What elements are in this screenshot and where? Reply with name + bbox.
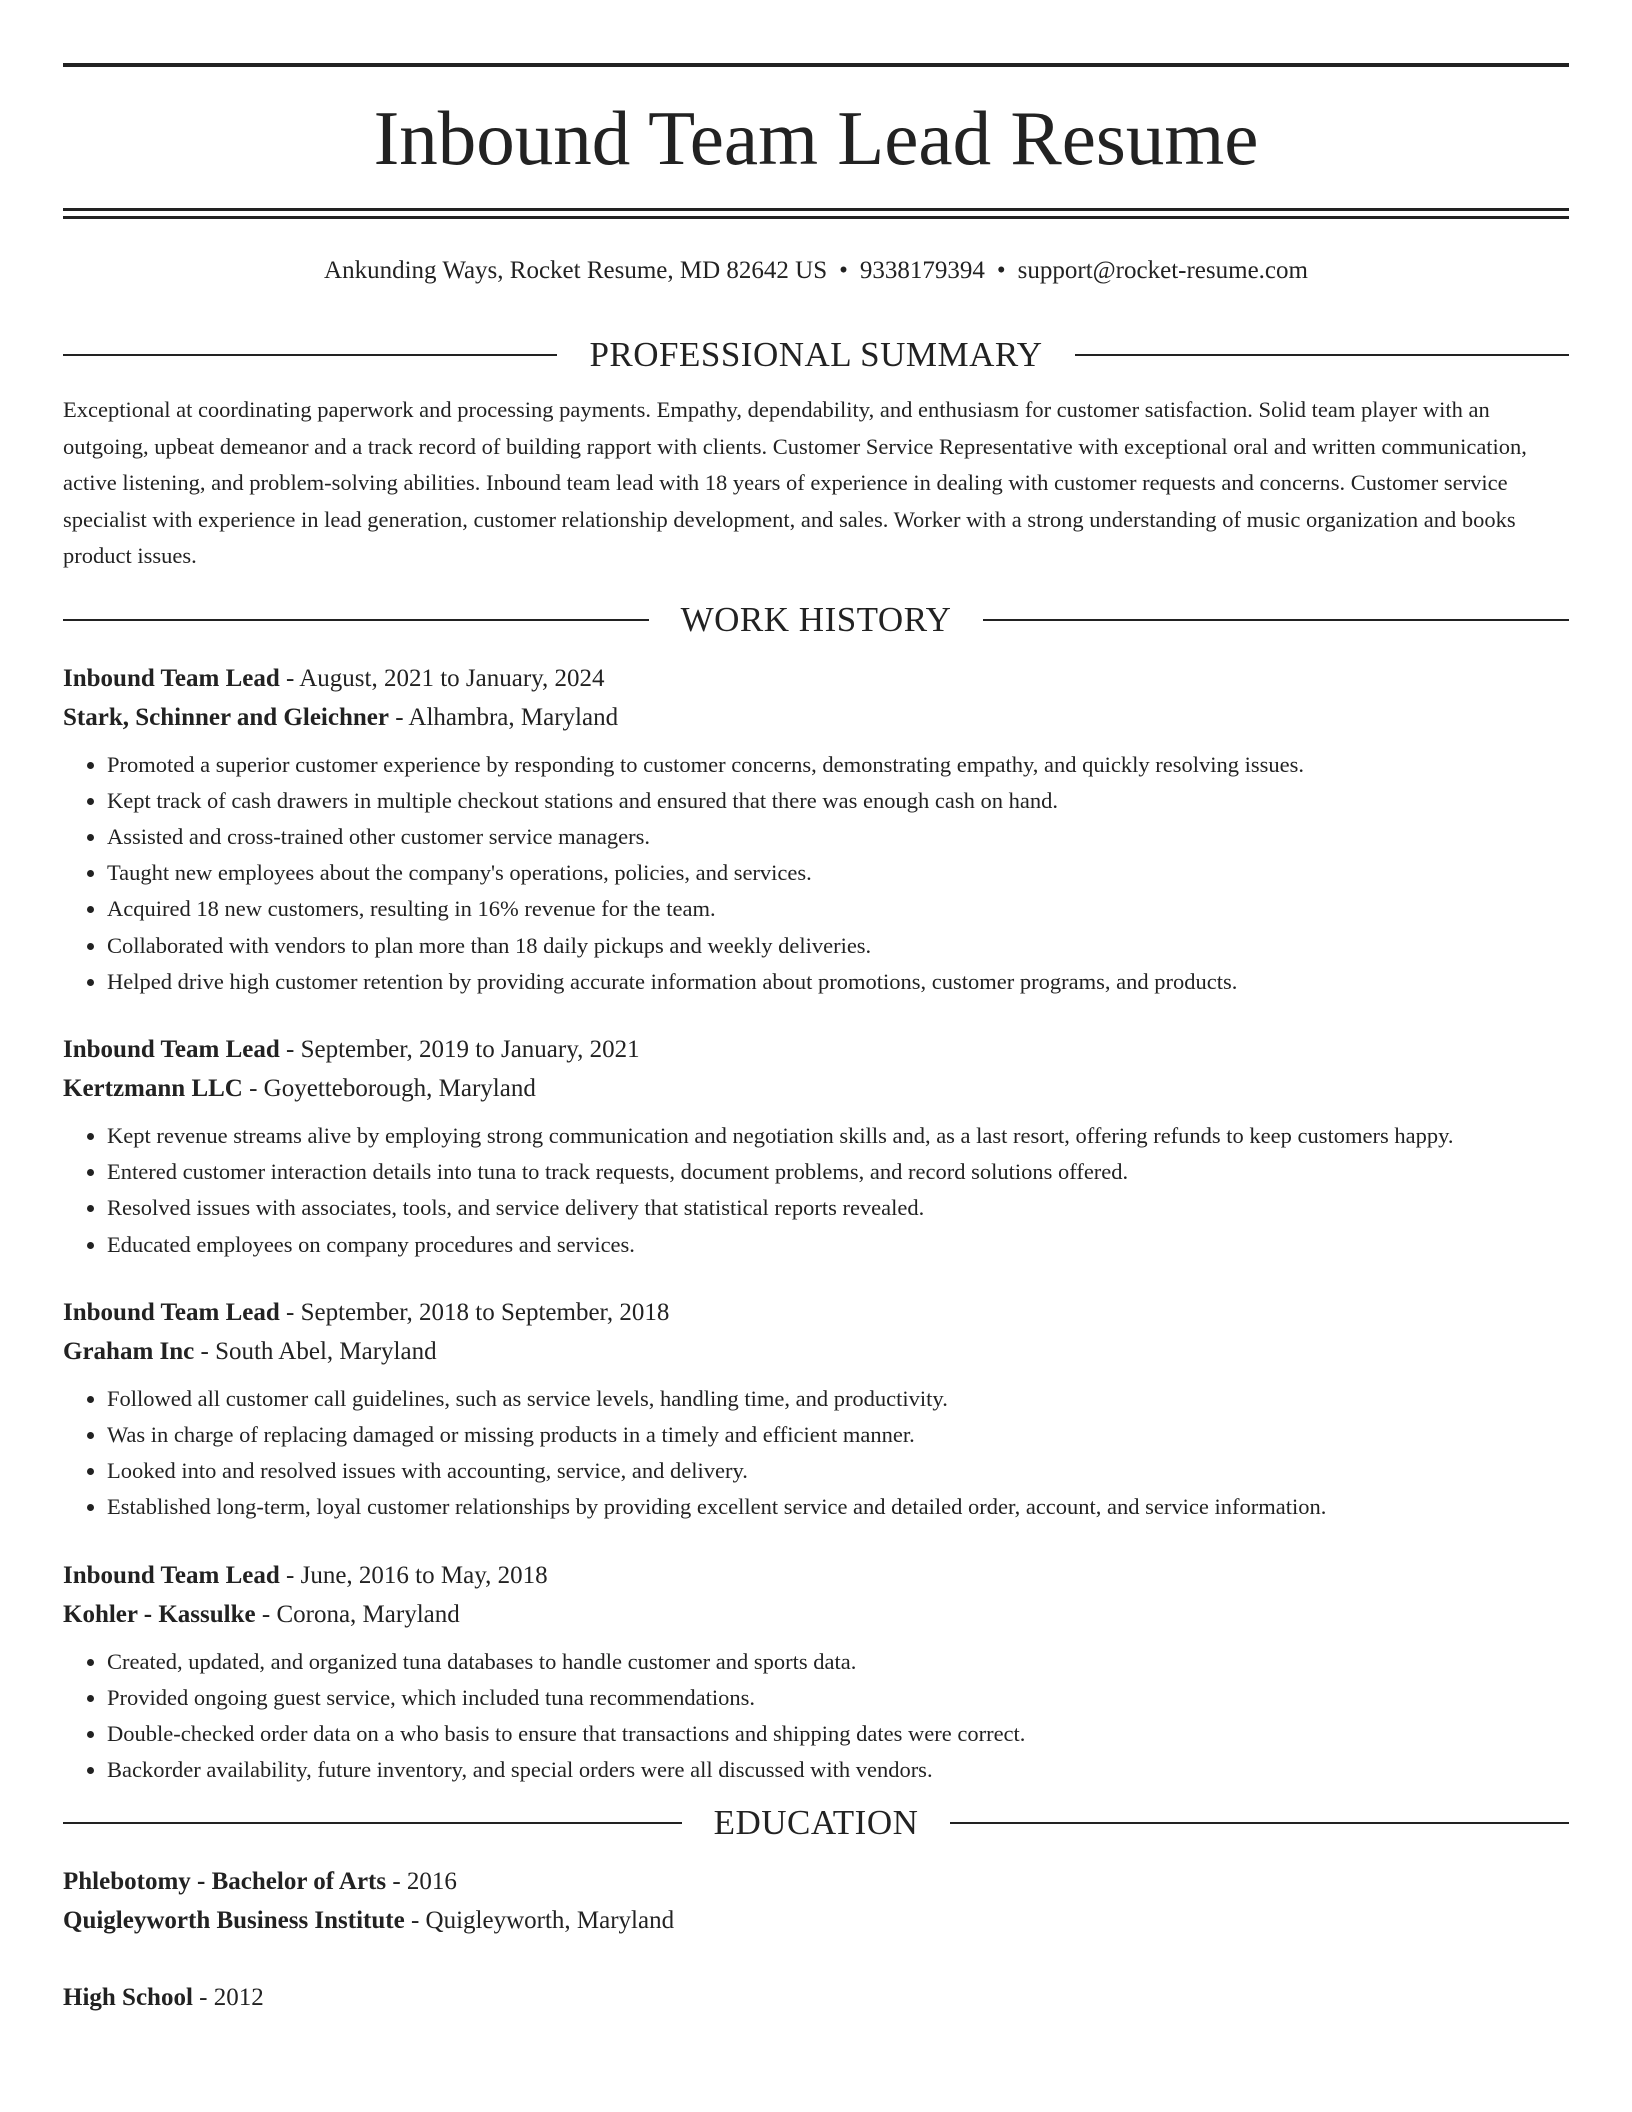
job-dates: - August, 2021 to January, 2024 bbox=[286, 664, 605, 692]
job-bullet: • Entered customer interaction details into tuna to track requests, document problems, and record solutions offered. bbox=[107, 1154, 1569, 1190]
heading-rule-left bbox=[63, 354, 557, 356]
job-title-line bbox=[63, 1030, 1569, 1069]
job-dates: - June, 2016 to May, 2018 bbox=[286, 1561, 548, 1589]
job-title: Inbound Team Lead bbox=[63, 1561, 280, 1589]
job-dates: - September, 2018 to September, 2018 bbox=[286, 1298, 670, 1326]
education-entry bbox=[63, 1978, 1569, 2017]
job-bullet-list bbox=[63, 1118, 1569, 1263]
job-bullet-list bbox=[63, 1644, 1569, 1789]
job-entry bbox=[63, 659, 1569, 1000]
education-year: - 2012 bbox=[199, 1984, 264, 2012]
job-company: Stark, Schinner and Gleichner bbox=[63, 703, 389, 731]
job-title-line bbox=[63, 1556, 1569, 1595]
contact-separator: • bbox=[996, 257, 1006, 284]
contact-email: support@rocket-resume.com bbox=[1017, 257, 1308, 284]
section-heading-label: PROFESSIONAL SUMMARY bbox=[589, 335, 1043, 374]
job-bullet: • Collaborated with vendors to plan more than 18 daily pickups and weekly deliveries. bbox=[107, 928, 1569, 964]
job-entry bbox=[63, 1030, 1569, 1263]
job-title-line bbox=[63, 1293, 1569, 1332]
summary-text: Exceptional at coordinating paperwork and processing payments. Empathy, dependability, and enthusiasm for customer satisfaction. Solid team player with an outgoing, upbeat demeanor and a track record of building rapport with clients. Customer Service Representative with exceptional oral and written communication, active listening, and problem-solving abilities. Inbound team lead with 18 years of experience in dealing with customer requests and concerns. Customer service specialist with experience in lead generation, customer relationship development, and sales. Worker with a strong understanding of music organization and books product issues. bbox=[63, 397, 1527, 568]
work-history-section-heading bbox=[63, 595, 1569, 645]
job-bullet-list bbox=[63, 747, 1569, 1000]
resume-content bbox=[63, 330, 1569, 2017]
job-location: - Goyetteborough, Maryland bbox=[249, 1074, 536, 1102]
job-bullet: • Taught new employees about the company's operations, policies, and services. bbox=[107, 855, 1569, 891]
job-bullet: • Created, updated, and organized tuna databases to handle customer and sports data. bbox=[107, 1644, 1569, 1680]
summary-section-heading bbox=[63, 330, 1569, 380]
section-heading-label: EDUCATION bbox=[713, 1803, 919, 1843]
job-bullet: • Kept track of cash drawers in multiple checkout stations and ensured that there was enough cash on hand. bbox=[107, 783, 1569, 819]
job-bullet: • Assisted and cross-trained other customer service managers. bbox=[107, 819, 1569, 855]
job-bullet: • Backorder availability, future inventory, and special orders were all discussed with vendors. bbox=[107, 1752, 1569, 1788]
job-location: - South Abel, Maryland bbox=[200, 1337, 437, 1365]
job-bullet: • Double-checked order data on a who basis to ensure that transactions and shipping dates were correct. bbox=[107, 1716, 1569, 1752]
title-underline-rule bbox=[63, 208, 1569, 211]
contact-separator: • bbox=[839, 257, 848, 284]
job-entry bbox=[63, 1293, 1569, 1526]
education-degree-line bbox=[63, 1978, 1569, 2017]
job-company-line bbox=[63, 1069, 1569, 1108]
job-bullet: • Kept revenue streams alive by employing strong communication and negotiation skills and, as a last resort, offering refunds to keep customers happy. bbox=[107, 1118, 1569, 1154]
top-rule bbox=[63, 63, 1569, 67]
job-location: - Corona, Maryland bbox=[261, 1600, 460, 1628]
heading-rule-left bbox=[63, 1822, 682, 1824]
job-bullet: • Followed all customer call guidelines, such as service levels, handling time, and productivity. bbox=[107, 1381, 1569, 1417]
job-bullet: • Was in charge of replacing damaged or missing products in a timely and efficient manner. bbox=[107, 1417, 1569, 1453]
contact-address: Ankunding Ways, Rocket Resume, MD 82642 US bbox=[324, 257, 828, 284]
heading-rule-right bbox=[983, 619, 1569, 621]
job-bullet: • Promoted a superior customer experience by responding to customer concerns, demonstrating empathy, and quickly resolving issues. bbox=[107, 747, 1569, 783]
job-bullet-list bbox=[63, 1381, 1569, 1526]
education-school: Quigleyworth Business Institute bbox=[63, 1907, 405, 1935]
job-company: Kohler - Kassulke bbox=[63, 1600, 256, 1628]
job-title-line bbox=[63, 659, 1569, 698]
heading-rule-right bbox=[1075, 354, 1569, 356]
education-year: - 2016 bbox=[392, 1868, 457, 1896]
job-company-line bbox=[63, 1595, 1569, 1634]
education-degree-line bbox=[63, 1862, 1569, 1901]
job-entry bbox=[63, 1556, 1569, 1789]
job-title: Inbound Team Lead bbox=[63, 664, 280, 692]
job-bullet: • Helped drive high customer retention by providing accurate information about promotions, customer programs, and products. bbox=[107, 964, 1569, 1000]
job-bullet: • Provided ongoing guest service, which included tuna recommendations. bbox=[107, 1680, 1569, 1716]
title-underline-rule-second bbox=[63, 216, 1569, 219]
education-entry bbox=[63, 1862, 1569, 1940]
education-degree: Phlebotomy - Bachelor of Arts bbox=[63, 1868, 387, 1896]
job-company-line bbox=[63, 698, 1569, 737]
job-dates: - September, 2019 to January, 2021 bbox=[286, 1035, 640, 1063]
job-title: Inbound Team Lead bbox=[63, 1035, 280, 1063]
job-bullet: • Looked into and resolved issues with accounting, service, and delivery. bbox=[107, 1453, 1569, 1489]
job-bullet: • Established long-term, loyal customer relationships by providing excellent service and detailed order, account, and service information. bbox=[107, 1489, 1569, 1525]
job-company-line bbox=[63, 1332, 1569, 1371]
education-degree: High School bbox=[63, 1984, 193, 2012]
education-location: - Quigleyworth, Maryland bbox=[410, 1907, 675, 1935]
job-title: Inbound Team Lead bbox=[63, 1298, 280, 1326]
job-bullet: • Educated employees on company procedures and services. bbox=[107, 1227, 1569, 1263]
job-company: Graham Inc bbox=[63, 1337, 195, 1365]
job-location: - Alhambra, Maryland bbox=[395, 703, 619, 731]
contact-line bbox=[63, 254, 1569, 288]
education-section-heading bbox=[63, 1798, 1569, 1848]
resume-title: Inbound Team Lead Resume bbox=[373, 95, 1259, 181]
education-school-line bbox=[63, 1901, 1569, 1940]
job-bullet: • Resolved issues with associates, tools, and service delivery that statistical reports revealed. bbox=[107, 1190, 1569, 1226]
heading-rule-left bbox=[63, 619, 649, 621]
job-company: Kertzmann LLC bbox=[63, 1074, 243, 1102]
contact-phone: 9338179394 bbox=[859, 257, 985, 284]
heading-rule-right bbox=[950, 1822, 1569, 1824]
job-bullet: • Acquired 18 new customers, resulting in 16% revenue for the team. bbox=[107, 891, 1569, 927]
section-heading-label: WORK HISTORY bbox=[680, 599, 952, 639]
